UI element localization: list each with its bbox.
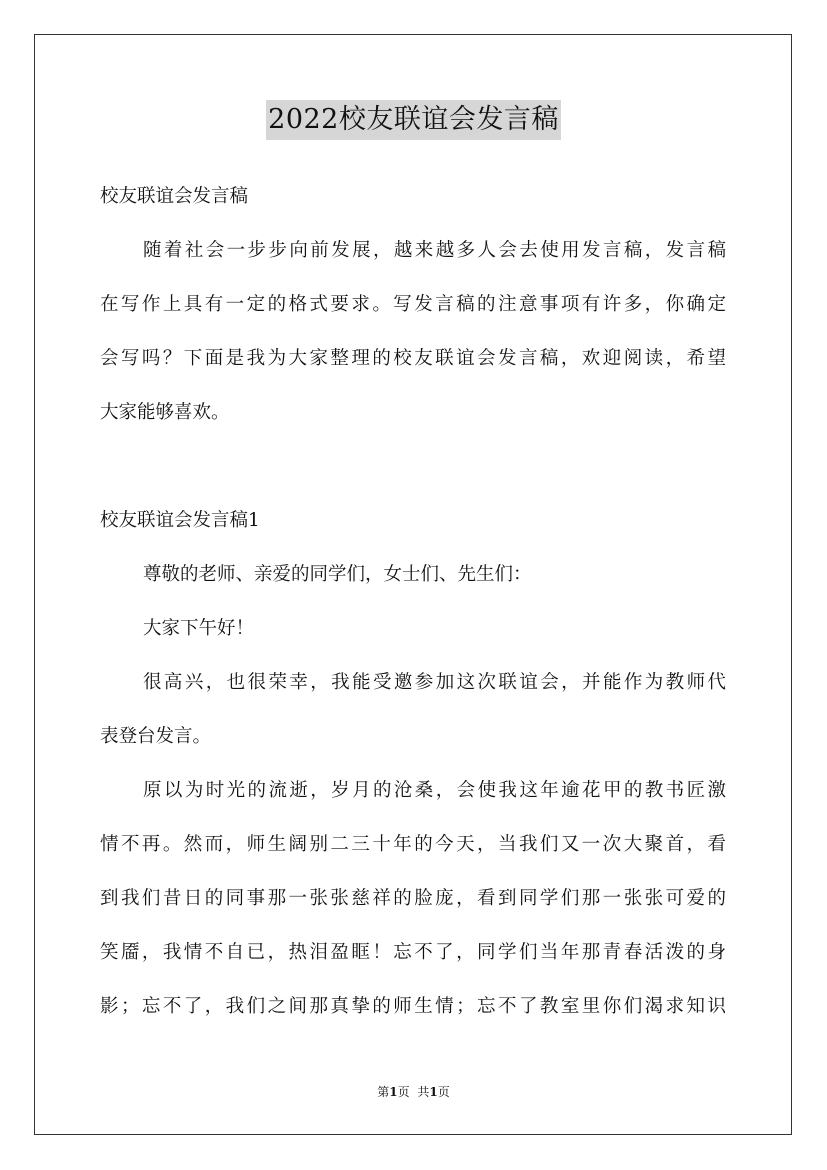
page-number: 1: [389, 1085, 398, 1099]
para2-line-3: 到我们昔日的同事那一张张慈祥的脸庞，看到同学们那一张张可爱的: [100, 888, 726, 909]
total-pages: 1: [429, 1085, 438, 1099]
section1-heading: 校友联谊会发言稿1: [100, 510, 260, 531]
para1-line-1: 很高兴，也很荣幸，我能受邀参加这次联谊会，并能作为教师代: [143, 672, 726, 693]
para1-line-2: 表登台发言。: [100, 726, 212, 747]
intro-line-2: 在写作上具有一定的格式要求。写发言稿的注意事项有许多，你确定: [100, 294, 726, 315]
intro-line-4: 大家能够喜欢。: [100, 402, 230, 423]
document-body: [100, 170, 726, 1034]
para2-line-5: 影；忘不了，我们之间那真挚的师生情；忘不了教室里你们渴求知识: [100, 996, 726, 1017]
page-suffix: 页: [397, 1085, 410, 1099]
para2-line-1: 原以为时光的流逝，岁月的沧桑，会使我这年逾花甲的教书匠激: [143, 780, 726, 801]
total-prefix: 共: [417, 1085, 430, 1099]
para2-line-2: 情不再。然而，师生阔别二三十年的今天，当我们又一次大聚首，看: [100, 834, 726, 855]
intro-line-3: 会写吗？下面是我为大家整理的校友联谊会发言稿，欢迎阅读，希望: [100, 348, 726, 369]
section-spacer: [100, 440, 726, 494]
page-prefix: 第: [377, 1085, 390, 1099]
salutation-line: 大家下午好！: [143, 618, 255, 639]
document-title: 2022校友联谊会发言稿: [266, 100, 561, 140]
page-footer: [0, 1084, 827, 1100]
greeting-line: 尊敬的老师、亲爱的同学们，女士们、先生们：: [143, 564, 532, 585]
total-suffix: 页: [437, 1085, 450, 1099]
intro-line-1: 随着社会一步步向前发展，越来越多人会去使用发言稿，发言稿: [143, 240, 726, 261]
intro-heading: 校友联谊会发言稿: [100, 186, 249, 207]
title-container: [0, 100, 827, 140]
para2-line-4: 笑靥，我情不自已，热泪盈眶！忘不了，同学们当年那青春活泼的身: [100, 942, 726, 963]
